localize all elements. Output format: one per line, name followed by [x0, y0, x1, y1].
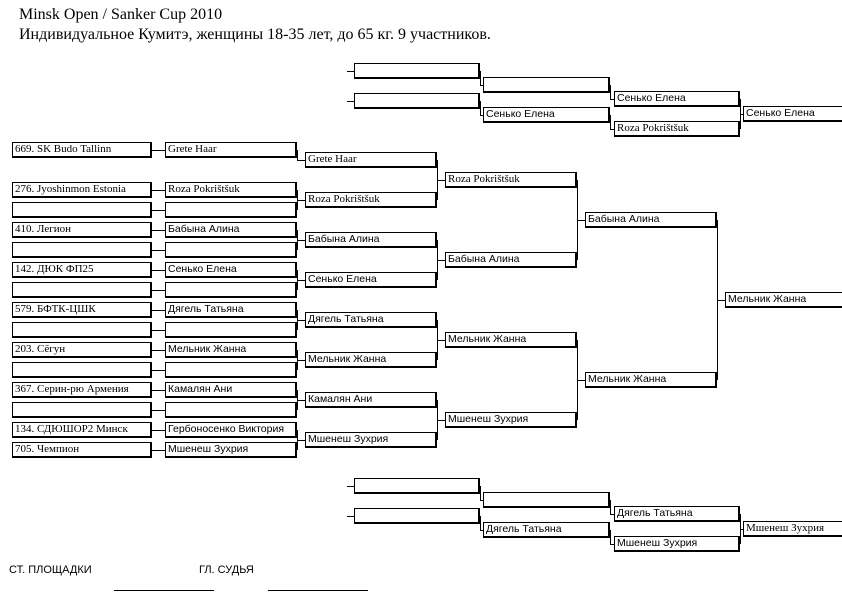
competitor-slot — [165, 242, 297, 258]
club-entry: 276. Jyoshinmon Estonia — [12, 182, 152, 198]
repechage-slot: Дягель Татьяна — [483, 522, 610, 538]
repechage-slot — [483, 492, 610, 508]
club-entry: 579. БФТК-ЦШК — [12, 302, 152, 318]
club-entry — [12, 402, 152, 418]
repechage-slot — [354, 508, 480, 524]
competitor-slot: Камалян Ани — [165, 382, 297, 398]
repechage-slot — [354, 93, 480, 109]
competitor-slot: Grete Haar — [305, 152, 437, 168]
competitor-slot: Дягель Татьяна — [305, 312, 437, 328]
competitor-slot: Бабына Алина — [585, 212, 717, 228]
competitor-slot: Сенько Елена — [305, 272, 437, 288]
repechage-slot: Дягель Татьяна — [614, 506, 740, 522]
competitor-slot: Бабына Алина — [165, 222, 297, 238]
repechage-winner-slot: Мшенеш Зухрия — [743, 521, 842, 537]
final-winner-slot: Мельник Жанна — [725, 292, 842, 308]
club-entry: 134. СДЮШОР2 Минск — [12, 422, 152, 438]
club-entry: 142. ДЮК ФП25 — [12, 262, 152, 278]
club-entry — [12, 282, 152, 298]
club-entry: 203. Сёгун — [12, 342, 152, 358]
competitor-slot: Мшенеш Зухрия — [305, 432, 437, 448]
club-entry: 669. SK Budo Tallinn — [12, 142, 152, 158]
repechage-slot: Сенько Елена — [614, 91, 740, 107]
competitor-slot — [165, 202, 297, 218]
repechage-slot — [354, 478, 480, 494]
competitor-slot: Мельник Жанна — [585, 372, 717, 388]
competitor-slot: Бабына Алина — [305, 232, 437, 248]
competitor-slot: Камалян Ани — [305, 392, 437, 408]
competitor-slot: Сенько Елена — [165, 262, 297, 278]
repechage-slot: Сенько Елена — [483, 107, 610, 123]
competitor-slot — [165, 402, 297, 418]
competitor-slot — [165, 322, 297, 338]
competitor-slot: Roza Pokrištšuk — [445, 172, 577, 188]
competitor-slot: Grete Haar — [165, 142, 297, 158]
competitor-slot: Гербоносенко Виктория — [165, 422, 297, 438]
competitor-slot — [165, 282, 297, 298]
club-entry — [12, 362, 152, 378]
repechage-slot — [354, 63, 480, 79]
competitor-slot — [165, 362, 297, 378]
competitor-slot: Дягель Татьяна — [165, 302, 297, 318]
repechage-slot: Roza Pokrištšuk — [614, 121, 740, 137]
repechage-slot: Мшенеш Зухрия — [614, 536, 740, 552]
competitor-slot: Мельник Жанна — [305, 352, 437, 368]
competitor-slot: Мельник Жанна — [165, 342, 297, 358]
chief-judge-signature-line — [268, 590, 368, 591]
repechage-winner-slot: Сенько Елена — [743, 106, 842, 122]
competitor-slot: Мельник Жанна — [445, 332, 577, 348]
club-entry: 410. Легион — [12, 222, 152, 238]
repechage-slot — [483, 77, 610, 93]
competitor-slot: Мшенеш Зухрия — [445, 412, 577, 428]
site-official-label: СТ. ПЛОЩАДКИ — [9, 564, 92, 576]
competitor-slot: Roza Pokrištšuk — [165, 182, 297, 198]
club-entry — [12, 202, 152, 218]
club-entry: 367. Серин-рю Армения — [12, 382, 152, 398]
page-subtitle: Индивидуальное Кумитэ, женщины 18-35 лет, до 65 кг. 9 участников. — [19, 26, 491, 43]
club-entry: 705. Чемпион — [12, 442, 152, 458]
club-entry — [12, 322, 152, 338]
competitor-slot: Бабына Алина — [445, 252, 577, 268]
page-title: Minsk Open / Sanker Cup 2010 — [19, 6, 223, 23]
site-official-signature-line — [114, 590, 214, 591]
club-entry — [12, 242, 152, 258]
chief-judge-label: ГЛ. СУДЬЯ — [199, 564, 254, 576]
competitor-slot: Roza Pokrištšuk — [305, 192, 437, 208]
competitor-slot: Мшенеш Зухрия — [165, 442, 297, 458]
